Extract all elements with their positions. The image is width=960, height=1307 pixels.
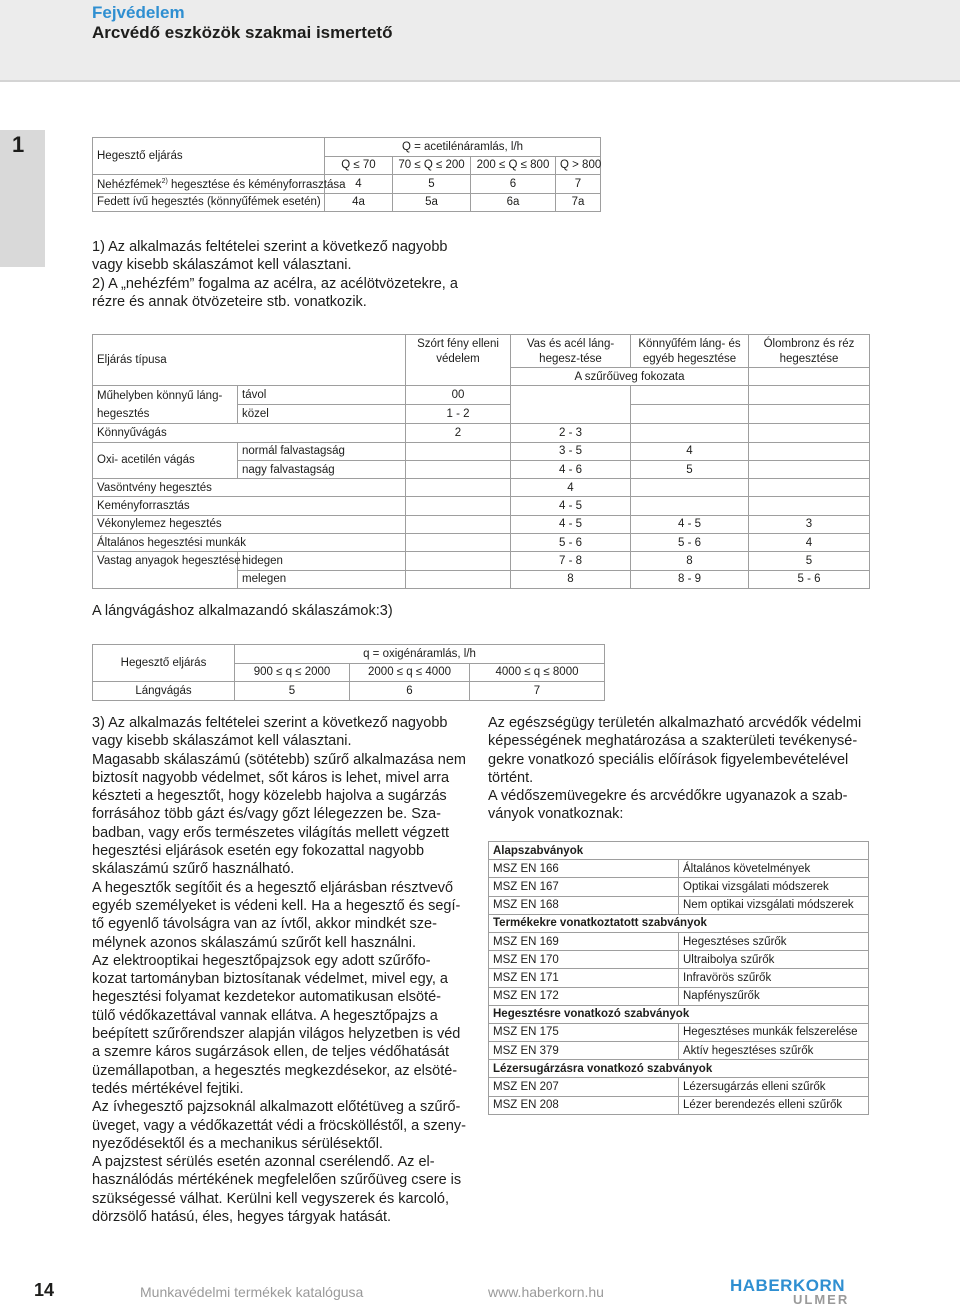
table-cell: 5: [393, 175, 471, 194]
table-header-cell: 4000 ≤ q ≤ 8000: [470, 663, 605, 682]
table-row: [93, 534, 870, 552]
table-cell: [406, 552, 511, 570]
table-cell: 5: [749, 552, 870, 570]
text-line: tedés mértékével fejtiki.: [92, 1080, 244, 1097]
table-cell: 7a: [556, 193, 601, 212]
table-header-cell: 70 ≤ Q ≤ 200: [393, 156, 471, 175]
standard-code: MSZ EN 175: [489, 1023, 679, 1041]
right-body-text: [488, 714, 873, 824]
table-row-label: Keményforrasztás: [93, 497, 406, 515]
haberkorn-logo: HABERKORN: [730, 1276, 845, 1295]
text-line: dörzsölő hatású, éles, hegyes tárgyak hatását.: [92, 1209, 392, 1226]
text-line: badban, vagy erős természetes világítás mellett végzett: [92, 824, 450, 841]
standard-code: MSZ EN 207: [489, 1078, 679, 1096]
table-row: [93, 515, 870, 533]
table-row: [489, 987, 869, 1005]
table-section-label: Termékekre vonatkoztatott szabványok: [489, 914, 869, 932]
table-row-label: Lángvágás: [93, 682, 235, 701]
table-section-label: Lézersugárzásra vonatkozó szabványok: [489, 1060, 869, 1078]
table-row: [489, 932, 869, 950]
table-section-row: [489, 842, 869, 860]
table-header-cell: Könnyűfém láng- és egyéb hegesztése: [631, 335, 749, 368]
text-line: gekre vonatkozó speciális előírások figyelembevételével: [488, 751, 849, 768]
table-cell: 8: [631, 552, 749, 570]
table-cell: 8: [511, 570, 631, 588]
table-header-cell: Hegesztő eljárás: [93, 138, 325, 175]
table-cell: közel: [238, 405, 406, 424]
text-line: üveget, vagy a védőkazettát védi a fröcskölléstől, a szeny-: [92, 1117, 466, 1134]
table-cell: normál falvastagság: [238, 442, 406, 460]
footnote-line: rézre és annak ötvözeteire stb. vonatkozik.: [92, 293, 367, 310]
table-cell: 6: [350, 682, 470, 701]
table-row: [489, 969, 869, 987]
table-row-label: Könnyűvágás: [93, 424, 406, 442]
table-cell: 6a: [471, 193, 556, 212]
table-row: [489, 896, 869, 914]
chapter-number: 1: [12, 132, 25, 157]
table-cell: 4: [749, 534, 870, 552]
table-cell: 4 - 5: [511, 497, 631, 515]
table-section-label: Hegesztésre vonatkozó szabványok: [489, 1005, 869, 1023]
table-section-label: Alapszabványok: [489, 842, 869, 860]
table-cell: [631, 386, 749, 405]
table-header-cell: Eljárás típusa: [93, 335, 406, 386]
table-header-cell: Szórt fény elleni védelem: [406, 335, 511, 386]
table-row: [93, 442, 870, 460]
table-cell: 5: [631, 460, 749, 478]
standard-desc: Hegesztéses szűrők: [679, 932, 869, 950]
table-cell: 5 - 6: [749, 570, 870, 588]
standard-code: MSZ EN 172: [489, 987, 679, 1005]
table-cell: [749, 442, 870, 460]
table-header-cell: Vas és acél láng- hegesz-tése: [511, 335, 631, 368]
standard-desc: Infravörös szűrők: [679, 969, 869, 987]
text-line: történt.: [488, 769, 534, 786]
standard-desc: Aktív hegesztéses szűrők: [679, 1042, 869, 1060]
table-section-row: [489, 1005, 869, 1023]
page-title: Arcvédő eszközök szakmai ismertető: [92, 23, 393, 42]
footnote-line: 1) Az alkalmazás feltételei szerint a következő nagyobb: [92, 239, 448, 255]
left-body-text: [92, 714, 477, 1226]
text-line: A pajzstest sérülés esetén azonnal cserélendő. Az el-: [92, 1154, 435, 1171]
table-row-label: Általános hegesztési munkák: [93, 534, 406, 552]
text-line: hegesztési eljárások esetén egy fokozattal nagyobb: [92, 843, 425, 860]
table-row: [489, 1042, 869, 1060]
table-cell: melegen: [238, 570, 406, 588]
table-cell: 4 - 6: [511, 460, 631, 478]
table-cell: 3 - 5: [511, 442, 631, 460]
text-line: A védőszemüvegekre és arcvédőkre ugyanazok a szab-: [488, 788, 848, 805]
table-header-cell: A szűrőüveg fokozata: [511, 368, 749, 386]
table-cell: 7 - 8: [511, 552, 631, 570]
standard-code: MSZ EN 167: [489, 878, 679, 896]
table-cell: [406, 515, 511, 533]
text-line: tő egyenlő távolságra van az ívtől, akkor mindkét sze-: [92, 916, 437, 933]
cutting-table-caption: A lángvágáshoz alkalmazandó skálaszámok:3): [92, 603, 393, 619]
text-line: Az egészségügy területén alkalmazható arcvédők védelmi: [488, 715, 862, 731]
table-cell: [749, 368, 870, 386]
table-cell: [511, 386, 631, 424]
text-line: biztosít nagyobb védelmet, sőt káros is lehet, mivel arra: [92, 769, 450, 786]
text-line: tülő védőkazettával vannak ellátva. A hegesztőpajzs a: [92, 1007, 438, 1024]
table-cell: 5 - 6: [511, 534, 631, 552]
text-line: Az ívhegesztő pajzsoknál alkalmazott előtétüveg a szűrő-: [92, 1099, 461, 1116]
table-header-cell: 200 ≤ Q ≤ 800: [471, 156, 556, 175]
table-cell: [631, 479, 749, 497]
table-header-cell: Q ≤ 70: [325, 156, 393, 175]
table-header-cell: 2000 ≤ q ≤ 4000: [350, 663, 470, 682]
standard-code: MSZ EN 208: [489, 1096, 679, 1114]
standard-code: MSZ EN 168: [489, 896, 679, 914]
text-line: A hegesztők segítőit és a hegesztő eljárásban résztvevő: [92, 879, 454, 896]
standard-desc: Ultraibolya szűrők: [679, 951, 869, 969]
table-cell: [631, 424, 749, 442]
table-cell: hidegen: [238, 552, 406, 570]
table-cell: [749, 479, 870, 497]
oxygen-flow-table: [92, 644, 605, 701]
ulmer-logo: ULMER: [793, 1292, 850, 1307]
table-cell: [631, 405, 749, 424]
table-row: [489, 951, 869, 969]
table-cell: 5 - 6: [631, 534, 749, 552]
text-line: nyeződésektől és a mechanikus sérülésektől.: [92, 1135, 383, 1152]
acetylene-flow-table: [92, 137, 601, 212]
table-cell: 5a: [393, 193, 471, 212]
table-row: [489, 1023, 869, 1041]
text-line: hegesztési folyamat kezdetekor automatikusan elsöté-: [92, 989, 441, 1006]
text-line: üzemállapotban, a hegesztés megkezdésekor, az elsöté-: [92, 1062, 458, 1079]
text-line: kozat tartományban biztosítanak védelmet, mivel egy, a: [92, 971, 448, 988]
table-cell: [406, 570, 511, 588]
table-cell: 4 - 5: [631, 515, 749, 533]
text-line: forrásához több gázt és/vagy gőzt lélegezzen be. Sza-: [92, 806, 442, 823]
table-cell: [631, 497, 749, 515]
standard-desc: Nem optikai vizsgálati módszerek: [679, 896, 869, 914]
table-row: [489, 1078, 869, 1096]
table-cell: 8 - 9: [631, 570, 749, 588]
website-link[interactable]: www.haberkorn.hu: [488, 1284, 604, 1300]
standard-desc: Lézer berendezés elleni szűrők: [679, 1096, 869, 1114]
text-line: ványok vonatkoznak:: [488, 806, 624, 823]
table-row: [93, 497, 870, 515]
table-row-label: Vasöntvény hegesztés: [93, 479, 406, 497]
table-row-label: Nehézfémek$^{2)}$ hegesztése és kéményforrasztása: [93, 175, 325, 194]
table1-footnotes: [92, 238, 492, 311]
table-row: [93, 424, 870, 442]
text-line: beépített szűrőrendszer alapján világos helyzetben is véd: [92, 1026, 461, 1043]
standard-desc: Általános követelmények: [679, 860, 869, 878]
table-cell: távol: [238, 386, 406, 405]
table-cell: 1 - 2: [406, 405, 511, 424]
table-cell: [749, 405, 870, 424]
standard-desc: Optikai vizsgálati módszerek: [679, 878, 869, 896]
text-line: mélynek azonos skálaszámú szűrőt kell használni.: [92, 934, 416, 951]
text-line: szükségessé válhat. Kerülni kell vegyszerek és karcoló,: [92, 1190, 450, 1207]
text-line: vagy kisebb skálaszámot kell választani.: [92, 733, 352, 750]
table-cell: [406, 479, 511, 497]
table-section-row: [489, 1060, 869, 1078]
table-cell: nagy falvastagság: [238, 460, 406, 478]
text-line: egyéb személyeket is védeni kell. Ha a hegesztő és segí-: [92, 897, 461, 914]
standard-code: MSZ EN 170: [489, 951, 679, 969]
table-cell: [749, 460, 870, 478]
table-cell: 4: [631, 442, 749, 460]
table-cell: [406, 460, 511, 478]
section-subtitle: Fejvédelem: [92, 3, 185, 22]
table-row: [93, 193, 601, 212]
footnote-line: vagy kisebb skálaszámot kell választani.: [92, 257, 352, 274]
text-line: skálaszámú szűrő használható.: [92, 861, 295, 878]
table-header-cell: Q > 800: [556, 156, 601, 175]
page-number: 14: [34, 1280, 55, 1300]
table-section-row: [489, 914, 869, 932]
text-line: képességének meghatározása a szakterületi tevékenysé-: [488, 733, 858, 750]
text-line: készteti a hegesztőt, hogy közelebb hajolva a sugárzás: [92, 788, 447, 805]
table-row: [489, 1096, 869, 1114]
table-header-cell: Hegesztő eljárás: [93, 645, 235, 682]
text-line: a szemre káros sugárzások ellen, de teljes védőhatását: [92, 1044, 450, 1061]
standard-desc: Lézersugárzás elleni szűrők: [679, 1078, 869, 1096]
table-header-cell: Ólombronz és réz hegesztése: [749, 335, 870, 368]
table-cell: 2: [406, 424, 511, 442]
table-cell: 6: [471, 175, 556, 194]
table-cell: 2 - 3: [511, 424, 631, 442]
table-cell: [749, 424, 870, 442]
table-cell: [749, 497, 870, 515]
text-line: Az elektrooptikai hegesztőpajzsok egy adott szűrőfo-: [92, 952, 431, 969]
table-row: [93, 175, 601, 194]
standard-code: MSZ EN 169: [489, 932, 679, 950]
table-cell: 3: [749, 515, 870, 533]
table-cell: 5: [235, 682, 350, 701]
table-cell: 7: [470, 682, 605, 701]
table-row: [489, 878, 869, 896]
catalog-name: Munkavédelmi termékek katalógusa: [140, 1284, 364, 1300]
filter-grade-table: [92, 334, 870, 589]
table-row: [93, 479, 870, 497]
table-cell: 4 - 5: [511, 515, 631, 533]
table-header-cell: Q = acetilénáramlás, l/h: [325, 138, 601, 157]
footnote-line: 2) A „nehézfém” fogalma az acélra, az acélötvözetekre, a: [92, 275, 458, 292]
table-row-label: Műhelyben könnyű láng- hegesztés: [93, 386, 238, 424]
standard-code: MSZ EN 166: [489, 860, 679, 878]
standard-code: MSZ EN 171: [489, 969, 679, 987]
table-header-cell: q = oxigénáramlás, l/h: [235, 645, 605, 664]
table-row: [489, 860, 869, 878]
table-row-label: Vékonylemez hegesztés: [93, 515, 406, 533]
table-cell: 7: [556, 175, 601, 194]
table-header-cell: 900 ≤ q ≤ 2000: [235, 663, 350, 682]
table-cell: 4a: [325, 193, 393, 212]
table-cell: 4: [511, 479, 631, 497]
table-row: [93, 552, 870, 570]
table-row-label: Vastag anyagok hegesztése: [93, 552, 238, 589]
text-line: Magasabb skálaszámú (sötétebb) szűrő alkalmazása nem: [92, 751, 466, 768]
table-cell: [749, 386, 870, 405]
table-cell: [406, 534, 511, 552]
table-row: [93, 386, 870, 405]
table-row-label: Fedett ívű hegesztés (könnyűfémek esetén): [93, 193, 325, 212]
standard-desc: Hegesztéses munkák felszerelése: [679, 1023, 869, 1041]
table-cell: [406, 497, 511, 515]
text-line: használódás mértékének megfelelően szűrőüveg csere is: [92, 1172, 462, 1189]
table-cell: [406, 442, 511, 460]
standard-desc: Napfényszűrők: [679, 987, 869, 1005]
table-cell: 00: [406, 386, 511, 405]
table-cell: 4: [325, 175, 393, 194]
table-row: [93, 682, 605, 701]
table-row-label: Oxi- acetilén vágás: [93, 442, 238, 479]
standard-code: MSZ EN 379: [489, 1042, 679, 1060]
standards-table: [488, 841, 869, 1115]
text-line: 3) Az alkalmazás feltételei szerint a következő nagyobb: [92, 715, 448, 731]
